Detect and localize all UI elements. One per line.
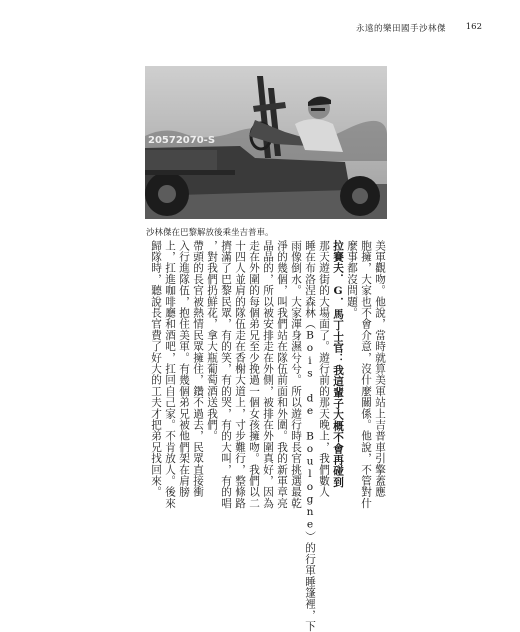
body-text [147, 240, 387, 632]
text-column: 上，扛進咖啡廳和酒吧，扛回自己家。不肯放人。後來 [164, 240, 176, 509]
text-column: 晶晶的，所以被安排走在外側，被排在外圍真好，因為 [262, 240, 274, 509]
text-column: 擠滿了巴黎民眾，有的笑，有的哭，有的大叫，有的唱 [220, 240, 232, 509]
text-column: 睡在布洛涅森林（Bois de Boulogne）的行軍睡篷裡，下 [304, 240, 316, 632]
page-header [0, 22, 520, 38]
text-column: 胞擁，大家也不會介意，沒什麼關係。他說，不管對什 [360, 240, 372, 509]
text-column: 歸隊時，聽說長官費了好大的工夫才把弟兄找回來。 [150, 240, 162, 498]
running-title: 永遠的樂田國手沙林傑 [355, 24, 446, 34]
text-column: 帶頭的長官被熱情民眾擁住，鑽不過去，民眾直接衝 [192, 240, 204, 498]
text-column: 拉賽夫．G．馬丁士官：我這輩子大概不會再碰到 [332, 240, 344, 488]
text-column: 淨的幾個，叫我們站在隊伍前面和外圍。我的新軍章亮 [276, 240, 288, 509]
text-column: ，對我們扔鮮花，拿大瓶葡萄酒送我們。 [206, 240, 218, 442]
photo-caption: 沙林傑在巴黎解放後乘坐吉普車。 [146, 228, 274, 238]
text-column: 那天遊街的大場面了。遊行前的那天晚上，我們數人 [318, 240, 330, 498]
jeep-marking: 20572070-S [148, 135, 216, 146]
text-column: 十四人並肩的隊伍走在香榭大道上，寸步難行，整條路 [234, 240, 246, 509]
text-column: 美軍觀吻。他說，當時就算美軍站上吉普車引擎蓋應 [374, 240, 386, 498]
text-column: 雨像倒水。大家渾身濕兮兮。所以遊行時長官挑選最乾 [290, 240, 302, 509]
photo-salinger-jeep [145, 66, 387, 219]
text-column: 麼事都沒問題。 [346, 240, 358, 319]
photo-illustration [145, 66, 387, 219]
text-column: 入行進隊伍，抱住美軍。有幾個弟兄被他們架在肩膀 [178, 240, 190, 498]
page-number: 162 [465, 22, 482, 32]
text-column: 走在外圍的每個弟兄至少挽過一個女孩擁吻。我們以二 [248, 240, 260, 509]
